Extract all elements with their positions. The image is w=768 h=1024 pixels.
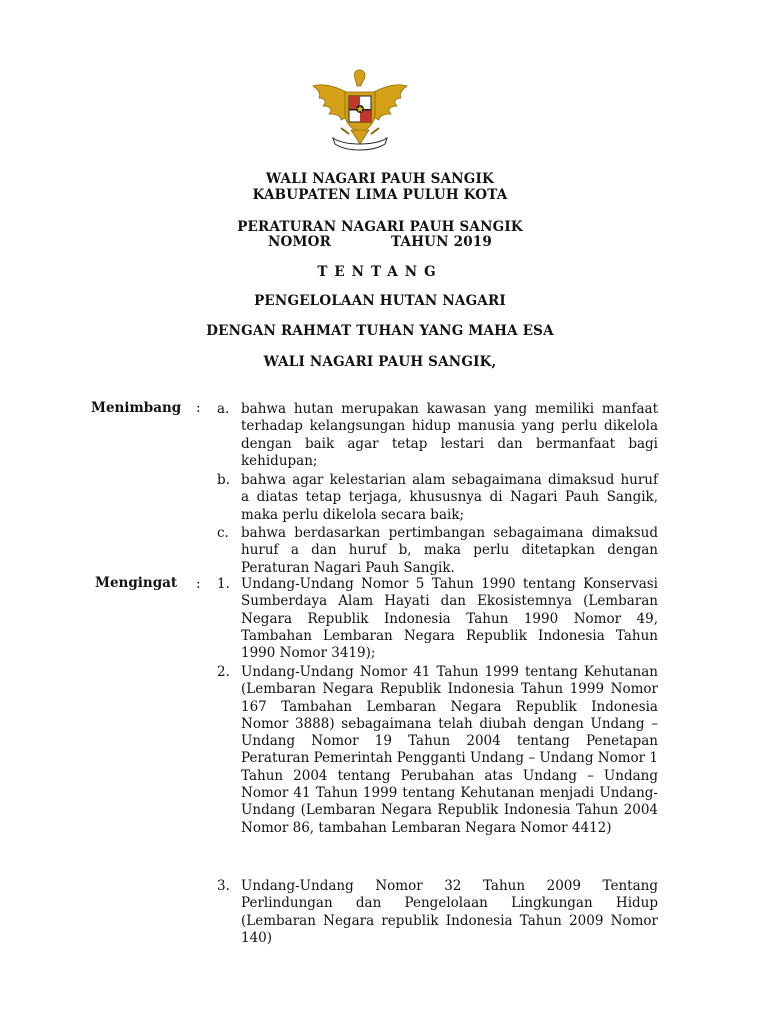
menimbang-item-mark: b.	[217, 472, 230, 488]
garuda-emblem-icon	[311, 68, 409, 152]
wali-line: WALI NAGARI PAUH SANGIK,	[263, 354, 497, 370]
menimbang-item-text: bahwa berdasarkan pertimbangan sebagaimana dimaksud huruf a dan huruf b, maka perlu ditetapkan dengan Peraturan Nagari Pauh Sangik.	[241, 525, 658, 576]
institution-title: WALI NAGARI PAUH SANGIK	[266, 171, 494, 187]
mengingat-item-text: Undang-Undang Nomor 5 Tahun 1990 tentang Konservasi Sumberdaya Alam Hayati dan Ekosistemnya (Lembaran Negara Republik Indonesia Tahun 1990 Nomor 49, Tambahan Lembaran Negara Republik Indonesia Tahun 1990 Nomor 3419);	[241, 576, 658, 662]
regulation-title: PERATURAN NAGARI PAUH SANGIK	[237, 219, 523, 235]
mengingat-label: Mengingat	[95, 575, 178, 591]
mengingat-item-mark: 1.	[217, 576, 230, 592]
menimbang-item-mark: c.	[217, 525, 229, 541]
mengingat-colon: :	[196, 576, 201, 592]
menimbang-item-text: bahwa agar kelestarian alam sebagaimana dimaksud huruf a diatas tetap terjaga, khususnya di Nagari Pauh Sangik, maka perlu dikelola secara baik;	[241, 472, 658, 523]
menimbang-colon: :	[196, 400, 201, 416]
rahmat-line: DENGAN RAHMAT TUHAN YANG MAHA ESA	[206, 323, 554, 339]
regency-title: KABUPATEN LIMA PULUH KOTA	[252, 187, 508, 203]
mengingat-item-mark: 2.	[217, 664, 230, 680]
regulation-subject: PENGELOLAAN HUTAN NAGARI	[254, 293, 506, 309]
tahun-label: TAHUN 2019	[391, 234, 492, 250]
tentang-heading: TENTANG	[317, 264, 443, 280]
nomor-label: NOMOR	[268, 234, 332, 250]
mengingat-item-text: Undang-Undang Nomor 41 Tahun 1999 tentang Kehutanan (Lembaran Negara Republik Indonesia Tahun 1999 Nomor 167 Tambahan Lembaran Negara Republik Indonesia Nomor 3888) sebagaimana telah diubah dengan Undang – Undang Nomor 19 Tahun 2004 tentang Penetapan Peraturan Pemerintah Pengganti Undang – Undang Nomor 1 Tahun 2004 tentang Perubahan atas Undang – Undang Nomor 41 Tahun 1999 tentang Kehutanan menjadi Undang-Undang (Lembaran Negara Republik Indonesia Tahun 2004 Nomor 86, tambahan Lembaran Negara Nomor 4412)	[241, 664, 659, 836]
mengingat-item-text: Undang-Undang Nomor 32 Tahun 2009 Tentang Perlindungan dan Pengelolaan Lingkungan Hidup (Lembaran Negara republik Indonesia Tahun 2009 Nomor 140)	[241, 878, 658, 946]
menimbang-item-text: bahwa hutan merupakan kawasan yang memiliki manfaat terhadap kelangsungan hidup manusia yang perlu dikelola dengan baik agar tetap lestari dan bermanfaat bagi kehidupan;	[241, 401, 658, 469]
menimbang-label: Menimbang	[91, 400, 182, 416]
regulation-number-line	[180, 234, 580, 251]
mengingat-item-mark: 3.	[217, 878, 230, 894]
menimbang-item-mark: a.	[217, 401, 230, 417]
